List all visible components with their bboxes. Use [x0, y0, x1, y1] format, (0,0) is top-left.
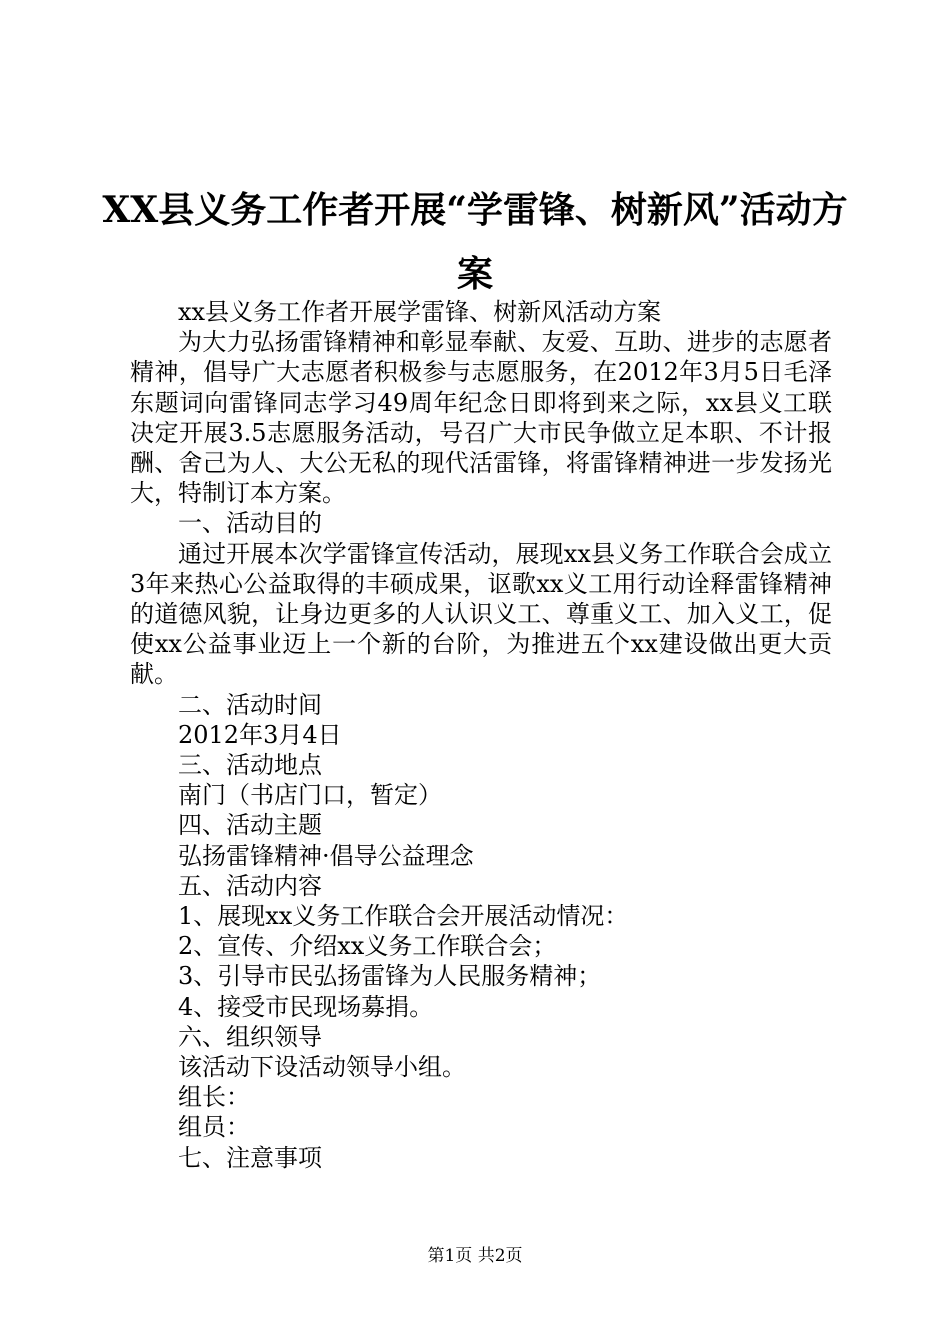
section-heading-leadership: 六、组织领导 [178, 1022, 322, 1051]
section-text-theme: 弘扬雷锋精神·倡导公益理念 [178, 841, 474, 870]
content-list-item: 1、展现xx义务工作联合会开展活动情况： [178, 902, 629, 931]
document-subtitle: xx县义务工作者开展学雷锋、树新风活动方案 [178, 298, 662, 326]
section-text-location: 南门（书店门口，暂定） [178, 781, 442, 810]
section-text-purpose: 通过开展本次学雷锋宣传活动，展现xx县义务工作联合会成立3年来热心公益取得的丰硕成果，讴歌xx义工用行动诠释雷锋精神的道德风貌，让身边更多的人认识义工、尊重义工、加入义工，促使xx公益事业迈上一个新的台阶，为推进五个xx建设做出更大贡献。 [130, 539, 832, 689]
section-heading-content: 五、活动内容 [178, 871, 322, 900]
section-heading-notes: 七、注意事项 [178, 1143, 322, 1172]
intro-paragraph: 为大力弘扬雷锋精神和彰显奉献、友爱、互助、进步的志愿者精神，倡导广大志愿者积极参与志愿服务，在2012年3月5日毛泽东题词向雷锋同志学习49周年纪念日即将到来之际，xx县义工联决定开展3.5志愿服务活动，号召广大市民争做立足本职、不计报酬、舍己为人、大公无私的现代活雷锋，将雷锋精神进一步发扬光大，特制订本方案。 [130, 328, 832, 508]
document-body [130, 297, 832, 1173]
page-number: 第1页 共2页 [427, 1246, 523, 1266]
document-title: XX县义务工作者开展“学雷锋、树新风”活动方案 [102, 189, 848, 295]
section-text-time: 2012年3月4日 [178, 720, 342, 749]
content-list-item: 4、接受市民现场募捐。 [178, 992, 434, 1021]
content-list-item: 3、引导市民弘扬雷锋为人民服务精神； [178, 962, 602, 991]
section-heading-location: 三、活动地点 [178, 751, 322, 780]
section-heading-time: 二、活动时间 [178, 690, 322, 719]
section-text-leadership: 该活动下设活动领导小组。 [178, 1053, 466, 1082]
section-heading-purpose: 一、活动目的 [178, 509, 322, 538]
section-heading-theme: 四、活动主题 [178, 811, 322, 840]
leader-label: 组长： [178, 1083, 250, 1112]
members-label: 组员： [178, 1113, 250, 1142]
content-list-item: 2、宣传、介绍xx义务工作联合会； [178, 932, 557, 961]
